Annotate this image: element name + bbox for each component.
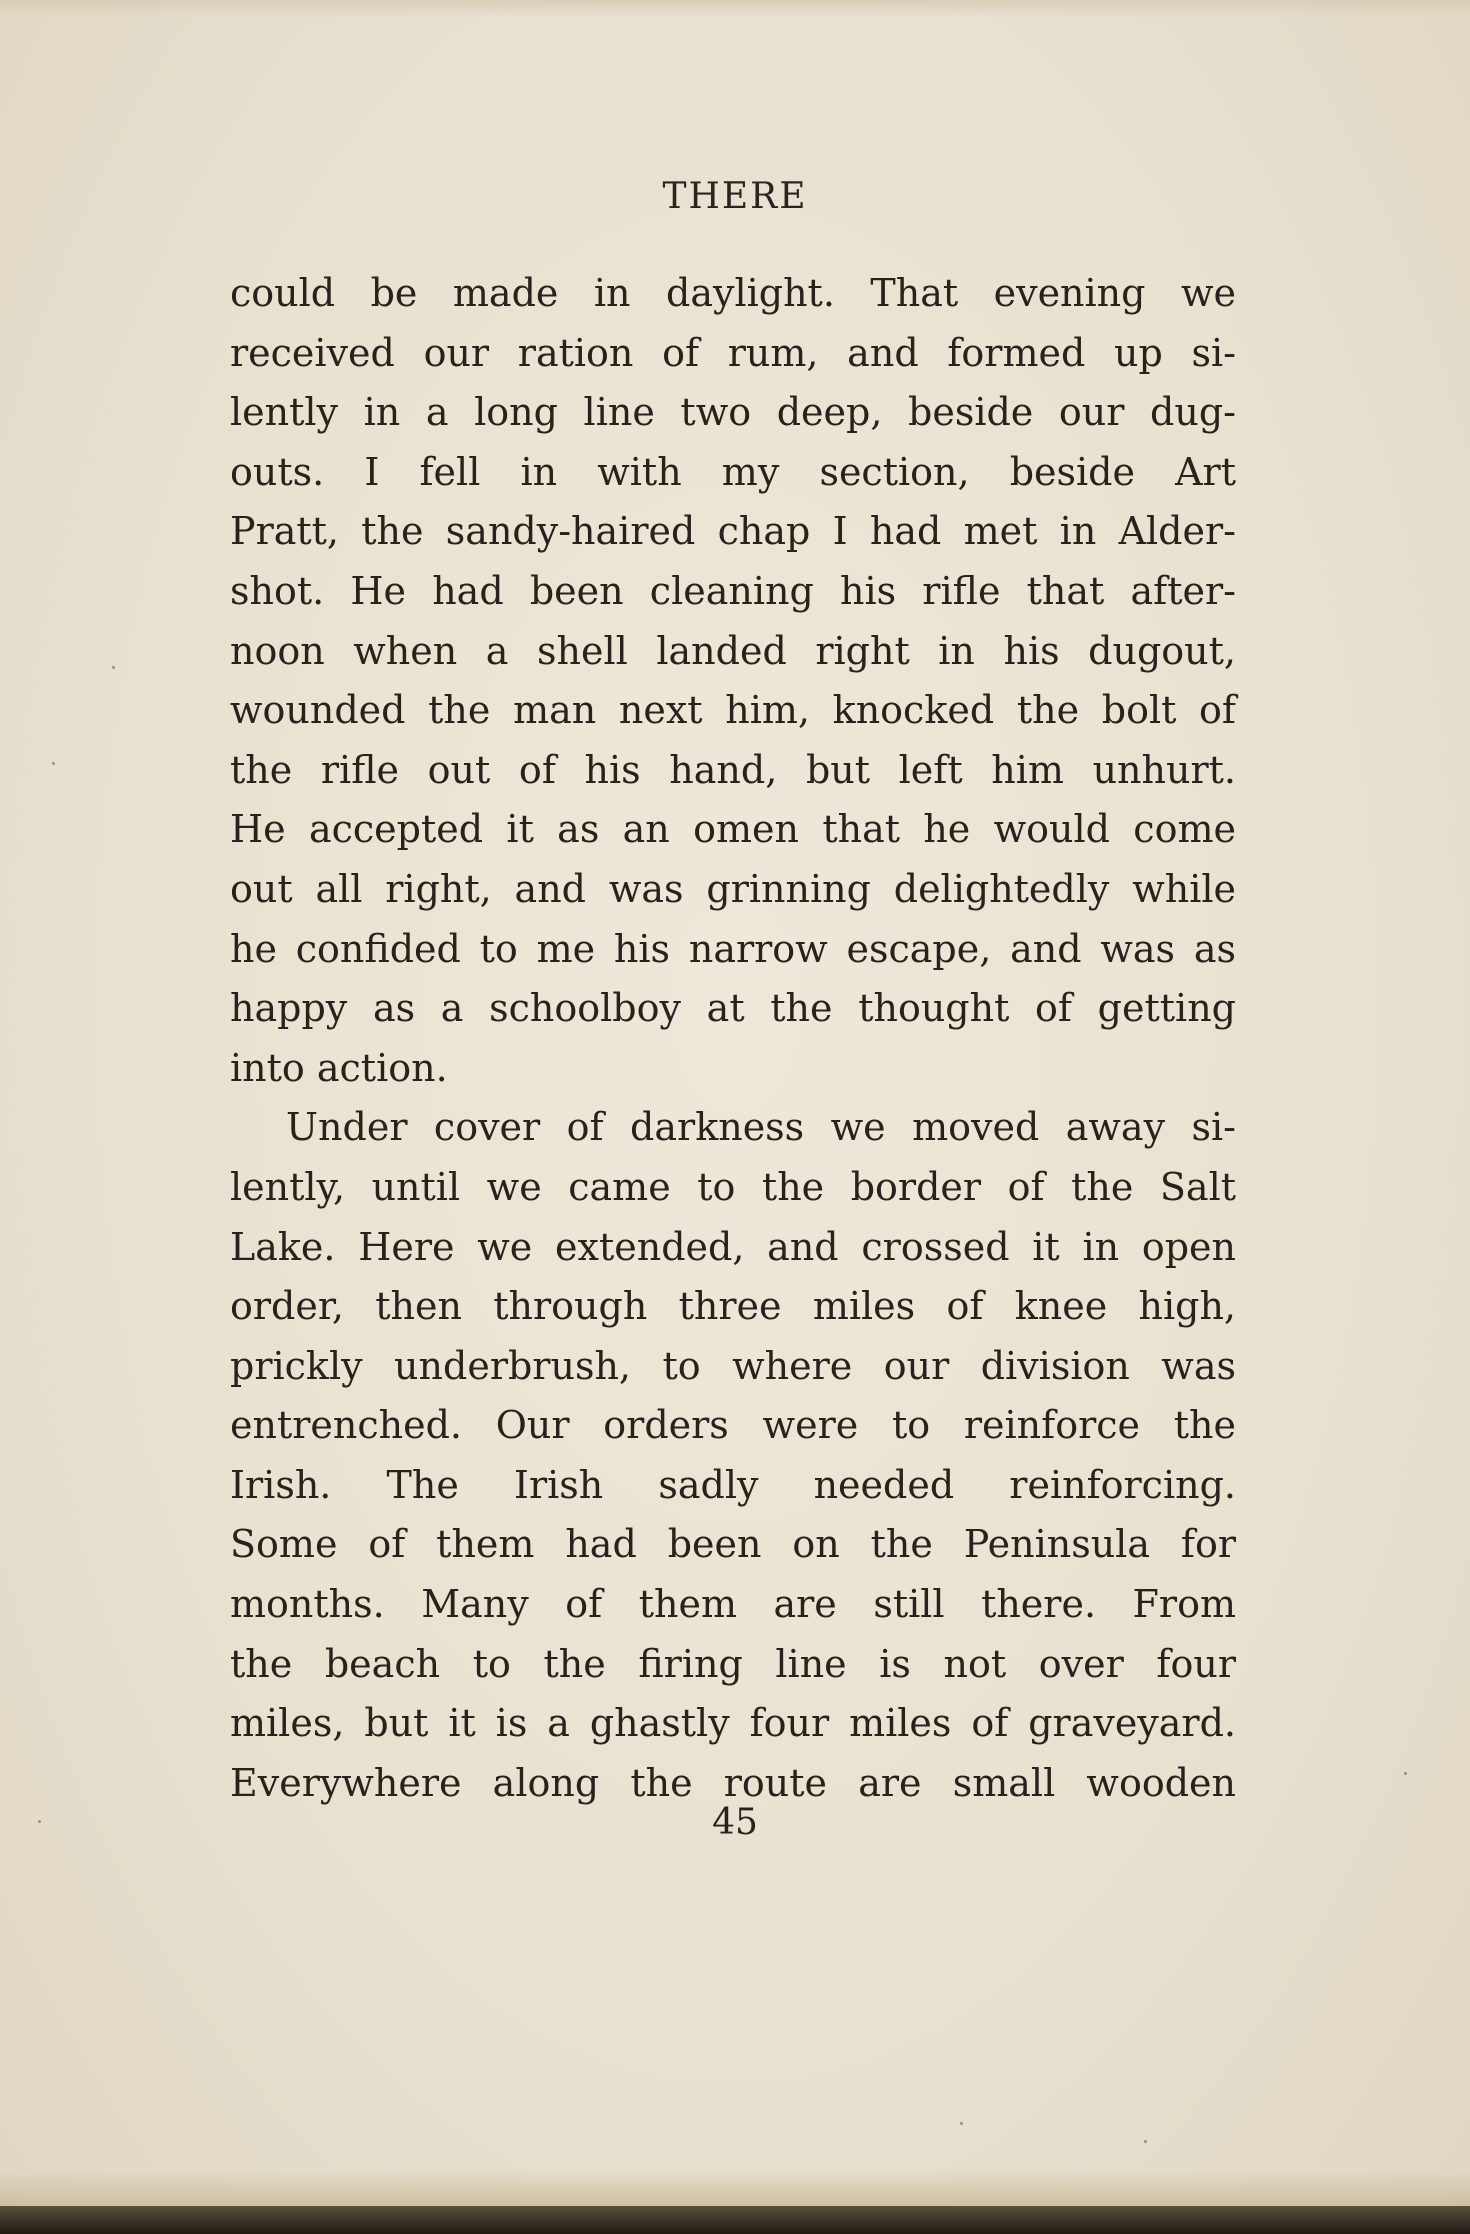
- paper-speck: [960, 2122, 963, 2125]
- text-line: out all right, and was grinning delightedly while: [230, 866, 1236, 911]
- page-top-edge: [0, 0, 1470, 18]
- text-line: noon when a shell landed right in his dugout,: [230, 628, 1236, 673]
- text-line: outs. I fell in with my section, beside Art: [230, 449, 1236, 494]
- text-line: He accepted it as an omen that he would come: [230, 807, 1236, 852]
- text-line: Some of them had been on the Peninsula for: [230, 1522, 1236, 1567]
- text-line: Everywhere along the route are small wooden: [230, 1760, 1236, 1805]
- paragraph-2: [230, 1098, 1236, 1813]
- paper-speck: [52, 762, 55, 765]
- text-line: prickly underbrush, to where our division was: [230, 1343, 1236, 1388]
- text-line: shot. He had been cleaning his rifle that after-: [230, 568, 1236, 613]
- text-line: he confided to me his narrow escape, and was as: [230, 926, 1236, 971]
- text-line: Pratt, the sandy-haired chap I had met in Alder-: [230, 509, 1236, 554]
- text-line: entrenched. Our orders were to reinforce the: [230, 1403, 1236, 1448]
- text-line: the rifle out of his hand, but left him unhurt.: [230, 747, 1236, 792]
- text-line: lently in a long line two deep, beside our dug-: [230, 390, 1236, 435]
- running-head: THERE: [662, 176, 808, 217]
- body-text: [230, 264, 1236, 1813]
- text-line: lently, until we came to the border of the Salt: [230, 1164, 1236, 1209]
- page-bottom-edge: [0, 2206, 1470, 2234]
- paper-speck: [38, 1820, 41, 1823]
- paragraph-1: [230, 264, 1236, 1098]
- text-line: into action.: [230, 1045, 448, 1090]
- text-line: wounded the man next him, knocked the bolt of: [230, 688, 1236, 733]
- paper-speck: [1144, 2140, 1147, 2143]
- text-line: the beach to the firing line is not over four: [230, 1641, 1236, 1686]
- page-number: 45: [712, 1802, 758, 1843]
- text-line: order, then through three miles of knee high,: [230, 1284, 1236, 1329]
- text-line: received our ration of rum, and formed up si-: [230, 330, 1236, 375]
- page-bottom-shade: [0, 2170, 1470, 2206]
- text-line: could be made in daylight. That evening we: [230, 271, 1236, 315]
- paper-speck: [1404, 1772, 1407, 1775]
- text-line: miles, but it is a ghastly four miles of graveyard.: [230, 1701, 1236, 1746]
- text-line: happy as a schoolboy at the thought of getting: [230, 986, 1236, 1031]
- text-line: Lake. Here we extended, and crossed it in open: [230, 1224, 1236, 1269]
- text-line: months. Many of them are still there. From: [230, 1582, 1236, 1627]
- text-line: Irish. The Irish sadly needed reinforcing.: [230, 1462, 1236, 1507]
- paper-speck: [112, 666, 115, 669]
- text-line: Under cover of darkness we moved away si-: [286, 1105, 1236, 1150]
